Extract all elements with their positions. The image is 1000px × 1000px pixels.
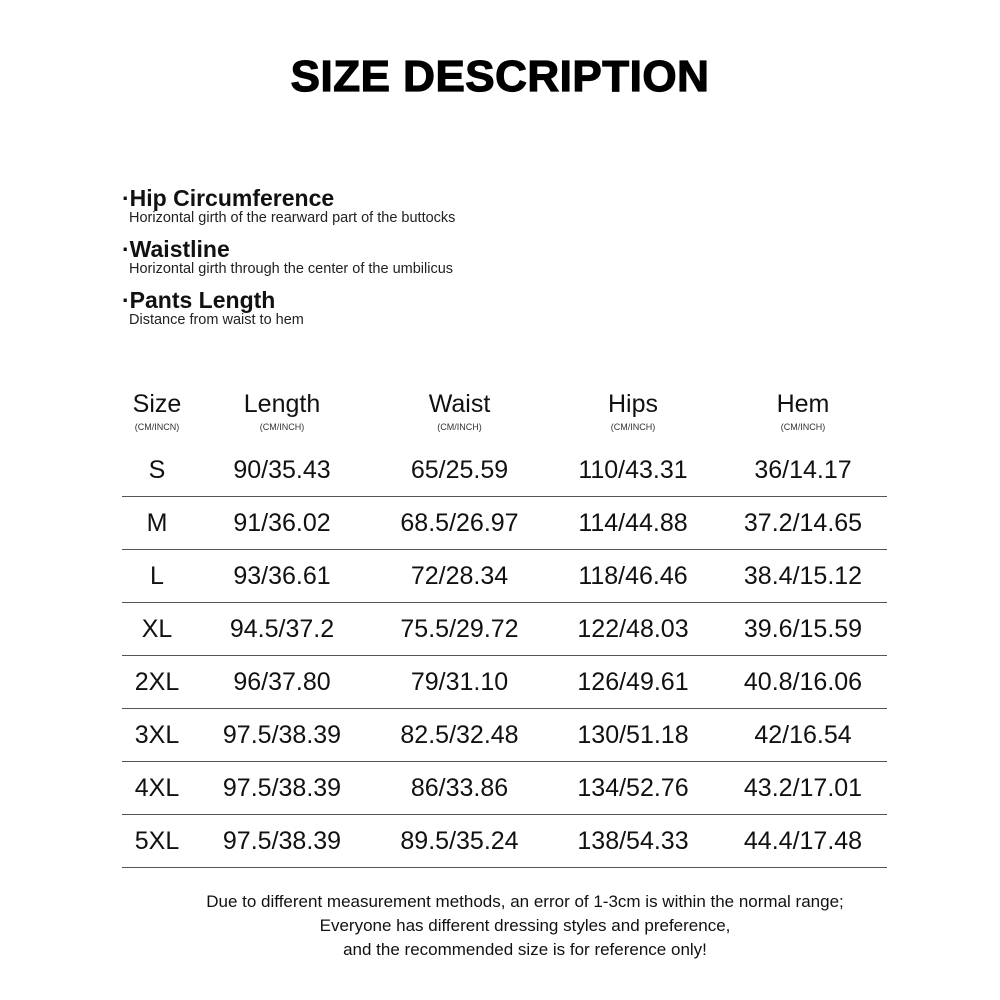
size-chart-table	[122, 388, 887, 868]
table-row	[122, 709, 887, 762]
header-hips	[547, 388, 719, 444]
cell-size: 5XL	[122, 815, 192, 868]
cell-waist: 89.5/35.24	[372, 815, 547, 868]
header-unit: (CM/INCH)	[780, 422, 826, 432]
cell-length: 97.5/38.39	[192, 762, 372, 815]
cell-hem: 39.6/15.59	[719, 603, 887, 656]
measurement-note	[100, 890, 950, 962]
header-unit: (CM/INCH)	[259, 422, 305, 432]
definition-term: ·Waistline	[122, 236, 230, 262]
page-title: SIZE DESCRIPTION	[290, 52, 710, 101]
note-line: Due to different measurement methods, an error of 1-3cm is within the normal range;	[206, 892, 844, 911]
table-row	[122, 603, 887, 656]
cell-size: S	[122, 444, 192, 497]
cell-hem: 40.8/16.06	[719, 656, 887, 709]
header-label: Size	[132, 390, 182, 418]
table-row	[122, 815, 887, 868]
cell-hips: 110/43.31	[547, 444, 719, 497]
table-row	[122, 656, 887, 709]
table-row	[122, 550, 887, 603]
cell-hips: 118/46.46	[547, 550, 719, 603]
header-label: Waist	[428, 390, 491, 418]
cell-length: 93/36.61	[192, 550, 372, 603]
header-hem	[719, 388, 887, 444]
cell-waist: 68.5/26.97	[372, 497, 547, 550]
definition-description: Distance from waist to hem	[129, 312, 304, 328]
cell-size: 4XL	[122, 762, 192, 815]
cell-waist: 75.5/29.72	[372, 603, 547, 656]
cell-waist: 79/31.10	[372, 656, 547, 709]
table-row	[122, 497, 887, 550]
cell-length: 94.5/37.2	[192, 603, 372, 656]
header-label: Hips	[607, 390, 658, 418]
definition-term: ·Hip Circumference	[122, 185, 335, 211]
cell-hem: 38.4/15.12	[719, 550, 887, 603]
cell-length: 96/37.80	[192, 656, 372, 709]
cell-hips: 134/52.76	[547, 762, 719, 815]
header-size	[122, 388, 192, 444]
cell-hem: 43.2/17.01	[719, 762, 887, 815]
cell-length: 90/35.43	[192, 444, 372, 497]
header-unit: (CM/INCN)	[134, 422, 180, 432]
header-label: Length	[243, 390, 321, 418]
cell-size: M	[122, 497, 192, 550]
cell-hips: 122/48.03	[547, 603, 719, 656]
cell-waist: 65/25.59	[372, 444, 547, 497]
table-header-row	[122, 388, 887, 444]
cell-hips: 138/54.33	[547, 815, 719, 868]
table-row	[122, 762, 887, 815]
cell-size: 2XL	[122, 656, 192, 709]
header-unit: (CM/INCH)	[437, 422, 482, 432]
definition-term: ·Pants Length	[122, 287, 276, 313]
cell-length: 91/36.02	[192, 497, 372, 550]
cell-size: XL	[122, 603, 192, 656]
cell-hem: 44.4/17.48	[719, 815, 887, 868]
cell-waist: 72/28.34	[372, 550, 547, 603]
cell-waist: 82.5/32.48	[372, 709, 547, 762]
cell-hips: 130/51.18	[547, 709, 719, 762]
definition-description: Horizontal girth of the rearward part of the buttocks	[129, 210, 456, 226]
cell-hips: 126/49.61	[547, 656, 719, 709]
header-unit: (CM/INCH)	[610, 422, 656, 432]
note-line: and the recommended size is for reference only!	[343, 940, 707, 959]
definition-hip-circumference	[122, 186, 882, 227]
table-row	[122, 444, 887, 497]
definition-description: Horizontal girth through the center of the umbilicus	[129, 261, 454, 277]
cell-length: 97.5/38.39	[192, 709, 372, 762]
cell-waist: 86/33.86	[372, 762, 547, 815]
note-line: Everyone has different dressing styles and preference,	[319, 916, 731, 935]
cell-hem: 37.2/14.65	[719, 497, 887, 550]
cell-hem: 42/16.54	[719, 709, 887, 762]
measurement-definitions	[122, 186, 882, 339]
header-length	[192, 388, 372, 444]
definition-waistline	[122, 237, 882, 278]
header-waist	[372, 388, 547, 444]
cell-hips: 114/44.88	[547, 497, 719, 550]
cell-size: L	[122, 550, 192, 603]
cell-size: 3XL	[122, 709, 192, 762]
definition-pants-length	[122, 288, 882, 329]
cell-hem: 36/14.17	[719, 444, 887, 497]
header-label: Hem	[776, 390, 830, 418]
cell-length: 97.5/38.39	[192, 815, 372, 868]
